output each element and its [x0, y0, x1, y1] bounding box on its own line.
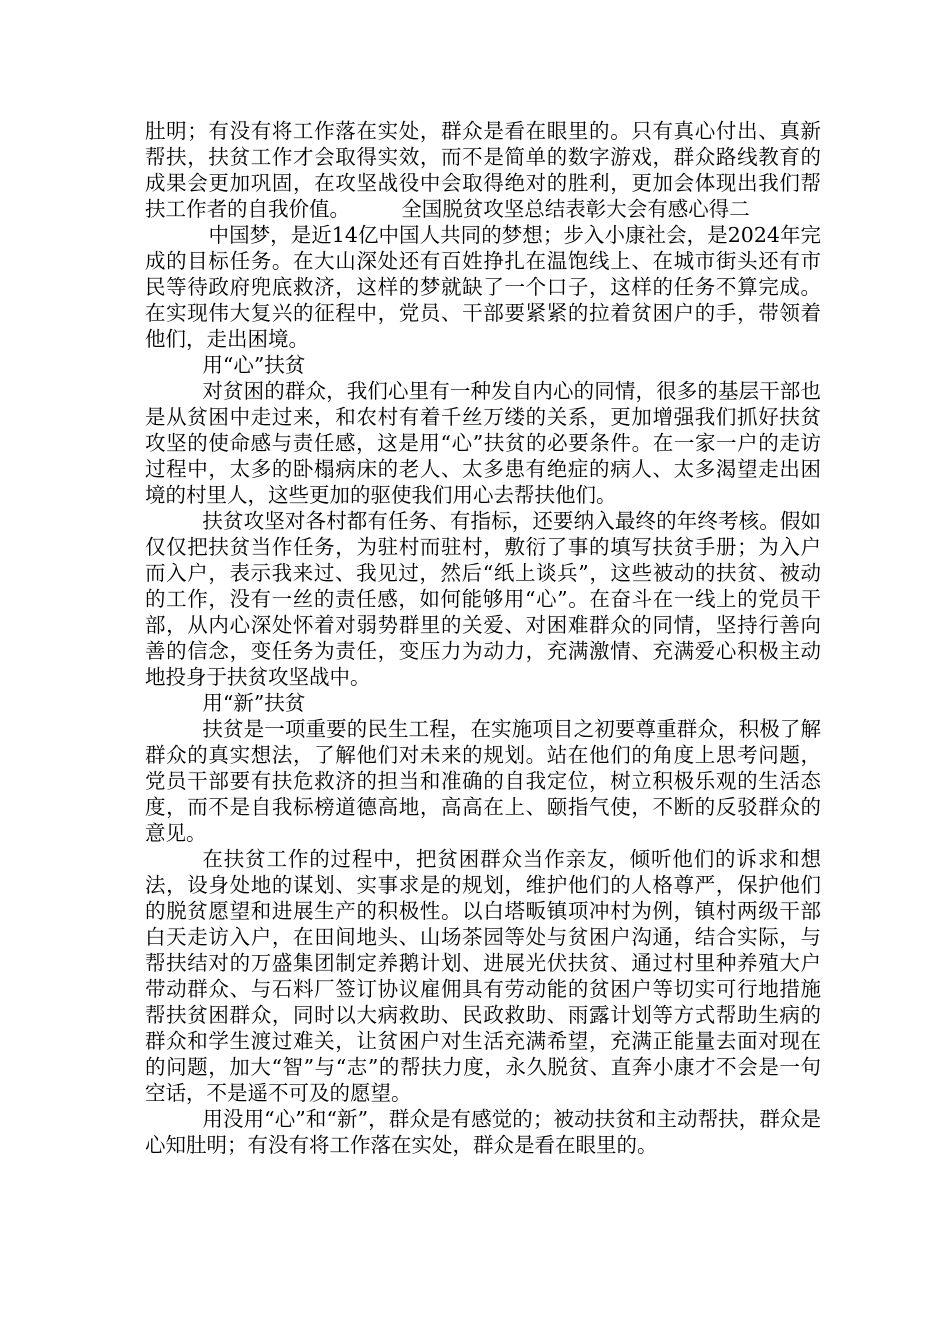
- paragraph-heart-1: 对贫困的群众，我们心里有一种发自内心的同情，很多的基层干部也是从贫困中走过来，和农村有着千丝万缕的关系，更加增强我们抓好扶贫攻坚的使命感与责任感，这是用“心”扶贫的必要条件。在一家一户的走访过程中，太多的卧榻病床的老人、太多患有绝症的病人、太多渴望走出困境的村里人，这些更加的驱使我们用心去帮扶他们。: [145, 379, 821, 507]
- section-title: 全国脱贫攻坚总结表彰大会有感心得二: [401, 197, 750, 221]
- subheading-heart: 用“心”扶贫: [202, 353, 306, 377]
- paragraph-heart-2: 扶贫攻坚对各村都有任务、有指标，还要纳入最终的年终考核。假如仅仅把扶贫当作任务，为驻村而驻村，敷衍了事的填写扶贫手册；为入户而入户，表示我来过、我见过，然后“纸上谈兵”，这些被动的扶贫、被动的工作，没有一丝的责任感，如何能够用“心”。在奋斗在一线上的党员干部，从内心深处怀着对弱势群里的关爱、对困难群众的同情，坚持行善向善的信念，变任务为责任，变压力为动力，充满激情、充满爱心积极主动地投身于扶贫攻坚战中。: [145, 509, 821, 689]
- paragraph-new-1: 扶贫是一项重要的民生工程，在实施项目之初要尊重群众，积极了解群众的真实想法，了解他们对未来的规划。站在他们的角度上思考问题，党员干部要有扶危救济的担当和准确的自我定位，树立积极乐观的生活态度，而不是自我标榜道德高地，高高在上、颐指气使，不断的反驳群众的意见。: [145, 717, 821, 845]
- intro-paragraph: [145, 118, 821, 222]
- intro-text: 肚明；有没有将工作落在实处，群众是看在眼里的。只有真心付出、真新帮扶，扶贫工作才会取得实效，而不是简单的数字游戏，群众路线教育的成果会更加巩固，在攻坚战役中会取得绝对的胜利，更加会体现出我们帮扶工作者的自我价值。: [145, 119, 821, 221]
- subheading-new: 用“新”扶贫: [202, 691, 306, 715]
- paragraph-conclusion: 用没用“心”和“新”，群众是有感觉的；被动扶贫和主动帮扶，群众是心知肚明；有没有将工作落在实处，群众是看在眼里的。: [145, 1107, 821, 1157]
- paragraph-new-2: 在扶贫工作的过程中，把贫困群众当作亲友，倾听他们的诉求和想法，设身处地的谋划、实事求是的规划，维护他们的人格尊严，保护他们的脱贫愿望和进展生产的积极性。以白塔畈镇项冲村为例，镇村两级干部白天走访入户，在田间地头、山场茶园等处与贫困户沟通，结合实际，与帮扶结对的万盛集团制定养鹅计划、进展光伏扶贫、通过村里种养殖大户带动群众、与石料厂签订协议雇佣具有劳动能的贫困户等切实可行地措施帮扶贫困群众，同时以大病救助、民政救助、雨露计划等方式帮助生病的群众和学生渡过难关，让贫困户对生活充满希望，充满正能量去面对现在的问题，加大“智”与“志”的帮扶力度，永久脱贫、直奔小康才不会是一句空话，不是遥不可及的愿望。: [145, 847, 821, 1105]
- document-body: [145, 118, 821, 1158]
- paragraph-china-dream: 中国梦，是近14亿中国人共同的梦想；步入小康社会，是2024年完成的目标任务。在大山深处还有百姓挣扎在温饱线上、在城市街头还有市民等待政府兜底救济，这样的梦就缺了一个口子，这样的任务不算完成。在实现伟大复兴的征程中，党员、干部要紧紧的拉着贫困户的手，带领着他们，走出困境。: [145, 223, 821, 351]
